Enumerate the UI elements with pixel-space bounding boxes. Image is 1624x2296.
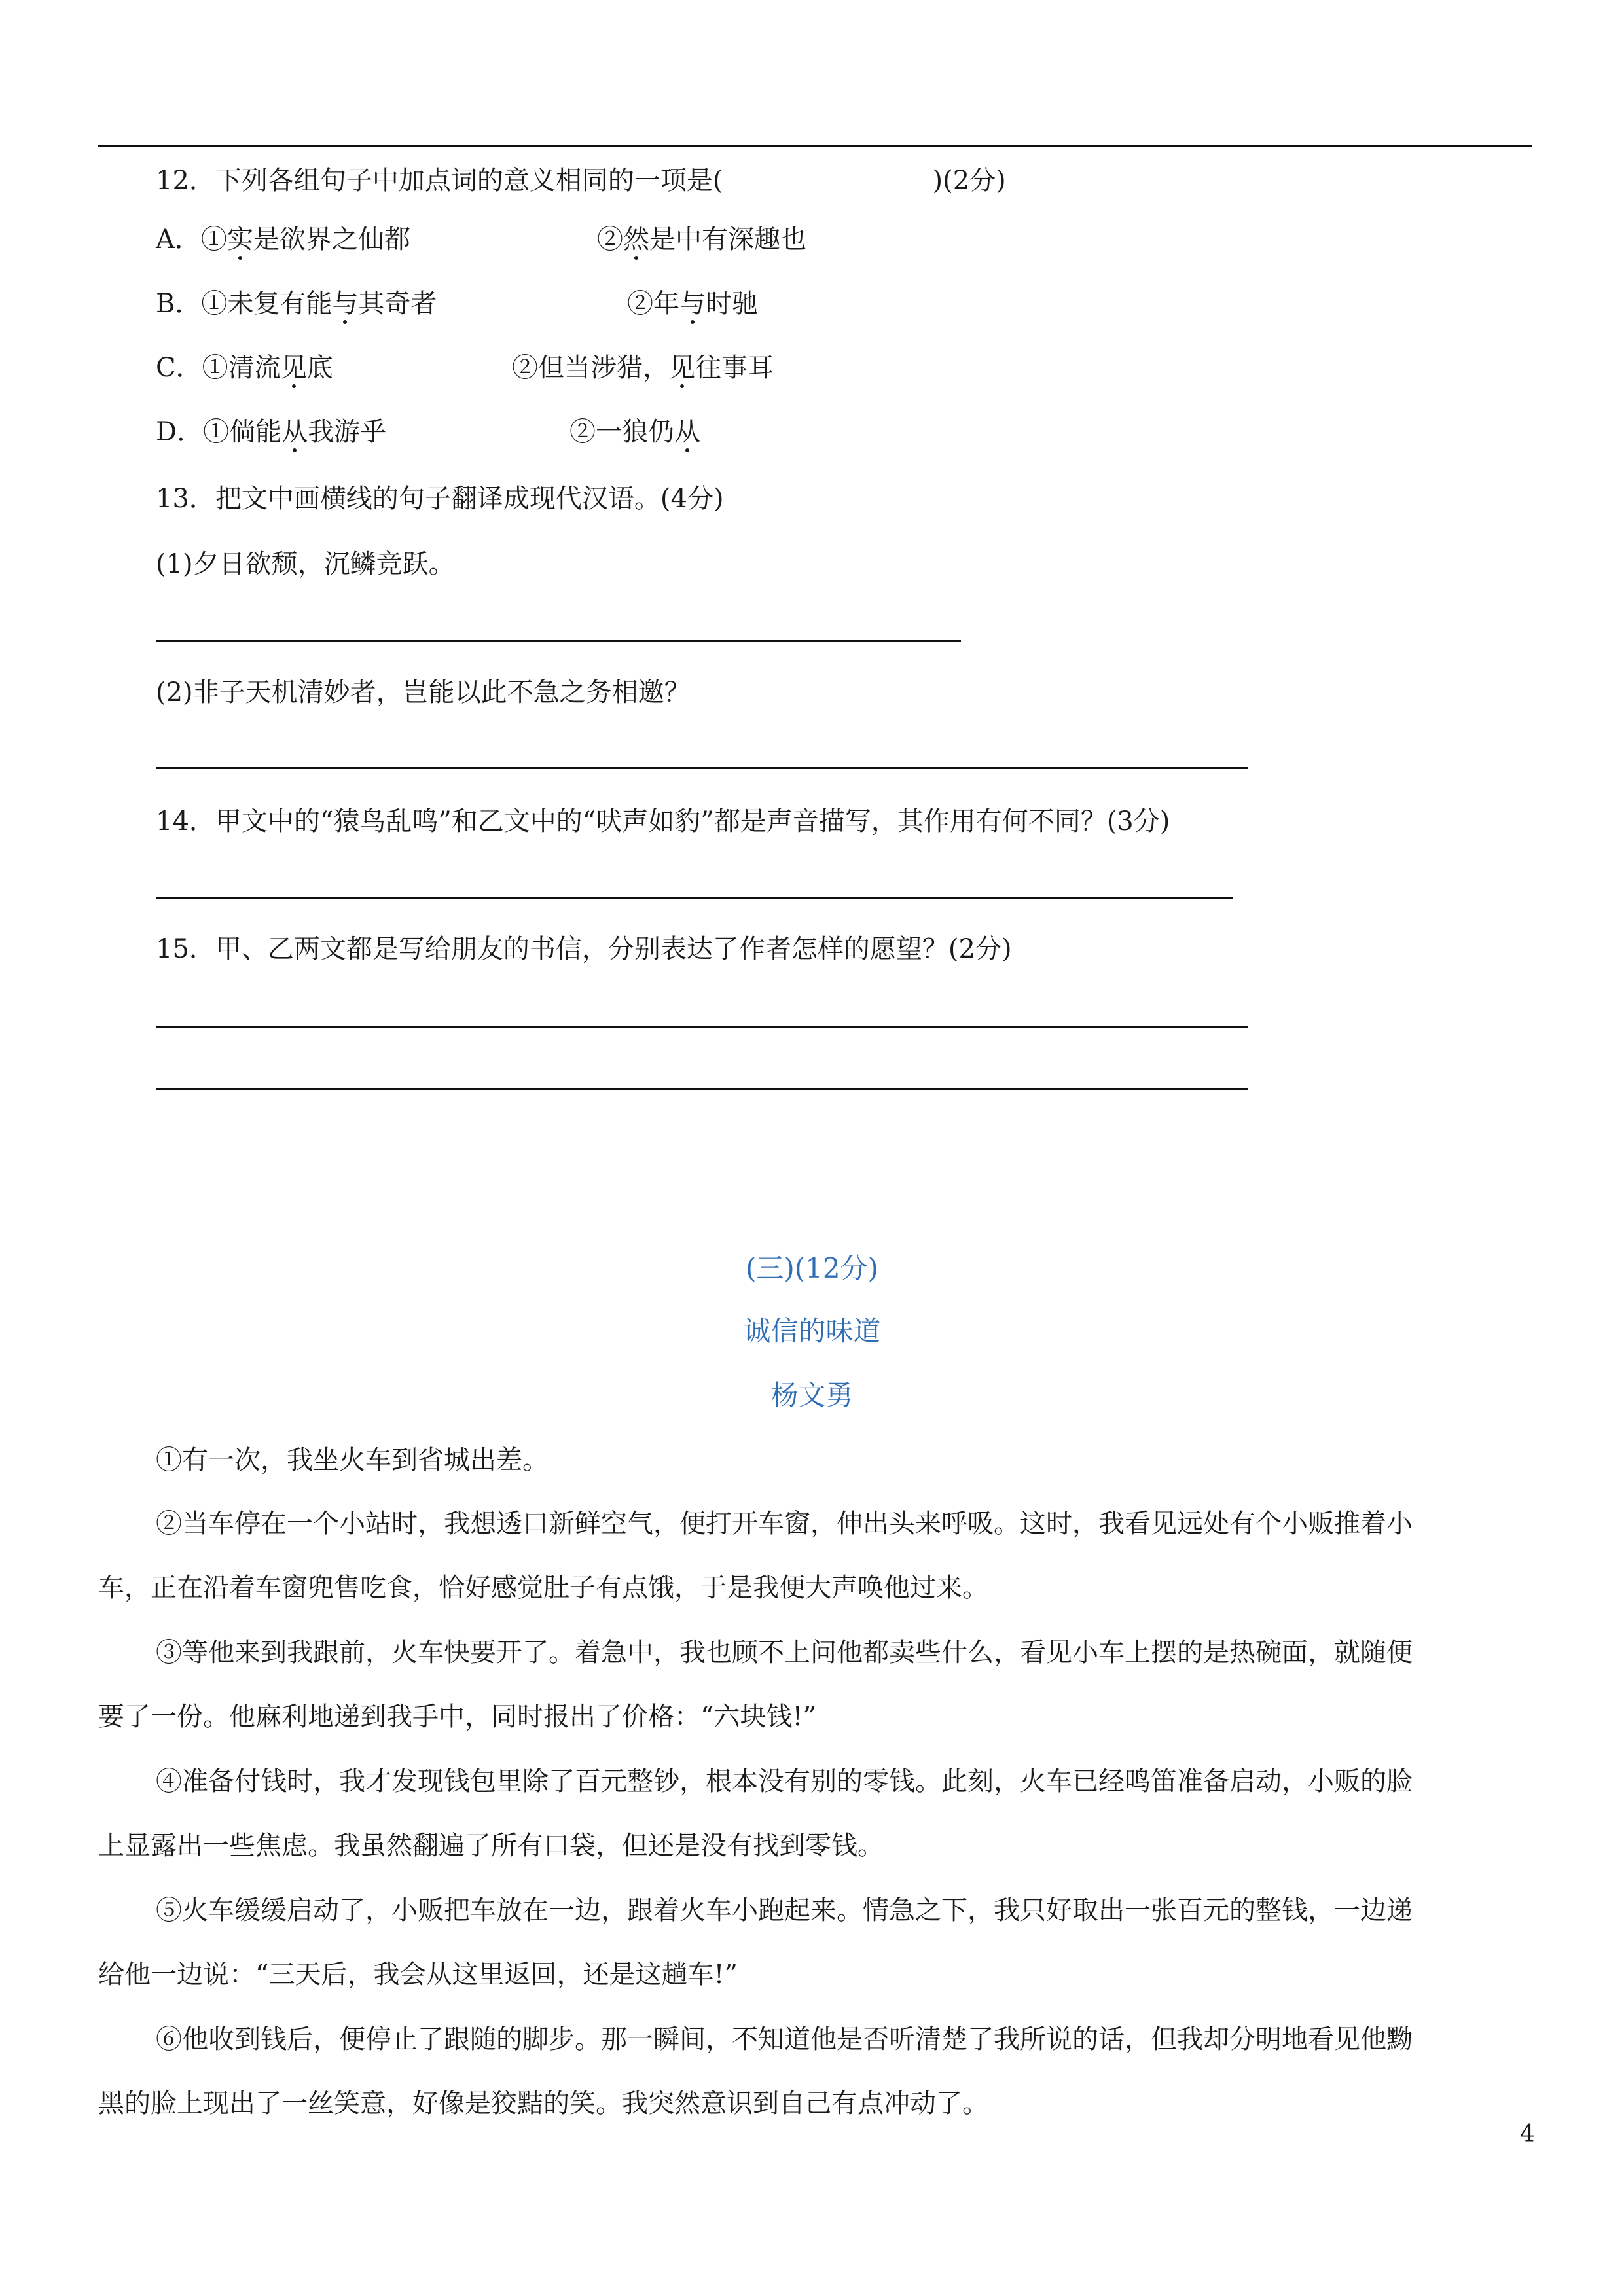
page-number: 4 <box>1520 2121 1535 2147</box>
q13-sentence-1: (1)夕日欲颓，沉鳞竞跃。 <box>156 549 455 579</box>
paragraph-6-line-1: ⑥他收到钱后，便停止了跟随的脚步。那一瞬间，不知道他是否听清楚了我所说的话，但我却分明地看见他黝 <box>156 2024 1413 2054</box>
paragraph-1: ①有一次，我坐火车到省城出差。 <box>156 1445 549 1475</box>
paragraph-4-line-2: 上显露出一些焦虑。我虽然翻遍了所有口袋，但还是没有找到零钱。 <box>98 1831 884 1861</box>
paragraph-5-line-1: ⑤火车缓缓启动了，小贩把车放在一边，跟着火车小跑起来。情急之下，我只好取出一张百元的整钱，一边递 <box>156 1895 1413 1926</box>
q14-stem: 14．甲文中的“猿鸟乱鸣”和乙文中的“吠声如豹”都是声音描写，其作用有何不同？(3分) <box>156 806 1170 836</box>
paragraph-2-line-1: ②当车停在一个小站时，我想透口新鲜空气，便打开车窗，伸出头来呼吸。这时，我看见远处有个小贩推着小 <box>156 1509 1413 1539</box>
q15-stem: 15．甲、乙两文都是写给朋友的书信，分别表达了作者怎样的愿望？(2分) <box>156 934 1012 964</box>
article-author: 杨文勇 <box>770 1379 854 1411</box>
q13-stem: 13．把文中画横线的句子翻译成现代汉语。(4分) <box>156 484 724 514</box>
q12-option-d-s2: ②一狼仍从 <box>569 417 700 447</box>
q12-option-c-s1: C．①清流见底 <box>156 353 333 383</box>
answer-line-q13-2[interactable] <box>156 767 1248 769</box>
answer-line-q15-2[interactable] <box>156 1088 1248 1090</box>
paragraph-3-line-2: 要了一份。他麻利地递到我手中，同时报出了价格：“六块钱!” <box>98 1702 816 1732</box>
answer-line-q14[interactable] <box>156 897 1233 899</box>
article-title: 诚信的味道 <box>743 1315 881 1347</box>
q12-option-c-s2: ②但当涉猎，见往事耳 <box>512 353 774 383</box>
section-heading: (三)(12分) <box>746 1252 878 1284</box>
q12-stem: 12．下列各组句子中加点词的意义相同的一项是( )(2分) <box>156 166 1006 196</box>
paragraph-3-line-1: ③等他来到我跟前，火车快要开了。着急中，我也顾不上问他都卖些什么，看见小车上摆的是热碗面，就随便 <box>156 1638 1413 1668</box>
paragraph-4-line-1: ④准备付钱时，我才发现钱包里除了百元整钞，根本没有别的零钱。此刻，火车已经鸣笛准备启动，小贩的脸 <box>156 1767 1413 1797</box>
q13-sentence-2: (2)非子天机清妙者，岂能以此不急之务相邀？ <box>156 677 691 708</box>
q12-option-d-s1: D．①倘能从我游乎 <box>156 417 387 447</box>
paragraph-2-line-2: 车，正在沿着车窗兜售吃食，恰好感觉肚子有点饿，于是我便大声唤他过来。 <box>98 1573 988 1603</box>
header-rule <box>98 145 1532 147</box>
answer-line-q15-1[interactable] <box>156 1026 1248 1028</box>
paragraph-5-line-2: 给他一边说：“三天后，我会从这里返回，还是这趟车!” <box>98 1960 738 1990</box>
q12-option-a-s1: A．①实是欲界之仙都 <box>156 224 410 255</box>
q12-option-b-s2: ②年与时驰 <box>627 289 758 319</box>
answer-line-q13-1[interactable] <box>156 640 961 642</box>
paragraph-6-line-2: 黑的脸上现出了一丝笑意，好像是狡黠的笑。我突然意识到自己有点冲动了。 <box>98 2089 988 2119</box>
q12-option-a-s2: ②然是中有深趣也 <box>597 224 806 255</box>
q12-option-b-s1: B．①未复有能与其奇者 <box>156 289 437 319</box>
